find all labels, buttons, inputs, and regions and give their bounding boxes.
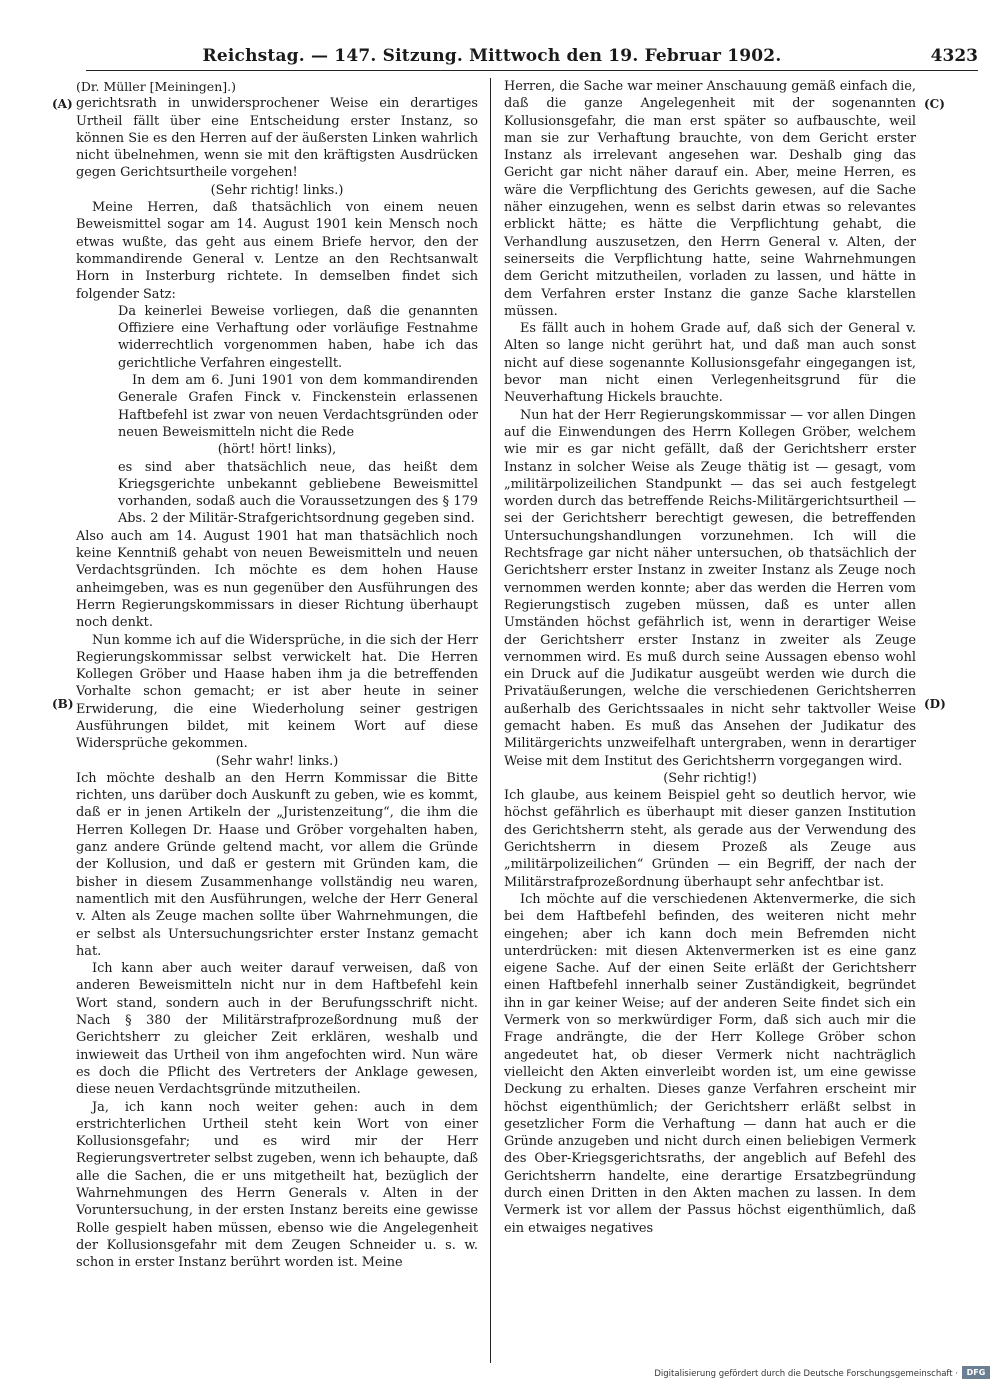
margin-mark-c: (C): [924, 97, 945, 111]
interjection: (Sehr wahr! links.): [215, 753, 339, 769]
column-divider: [490, 78, 491, 1363]
paragraph: gerichtsrath in unwidersprochener Weise ein derartiges Urtheil fällt über eine Entscheidung erster Instanz, so können Sie es den Herren auf der äußersten Linken wahrlich nicht übelnehmen, wenn sie mit den kräftigsten Ausdrücken gegen Gerichtsurtheile vorgehen!: [76, 96, 478, 181]
quotation: es sind aber thatsächlich neue, das heißt dem Kriegsgerichte unbekannt gebliebene Beweismittel vorhanden, sodaß auch die Voraussetzungen des § 179 Abs. 2 der Militär-Strafgerichtsordnung gegeben sind.: [118, 459, 478, 527]
quotation: Da keinerlei Beweise vorliegen, daß die genannten Offiziere eine Verhaftung oder vorläufige Festnahme widerrechtlich vorgenommen haben, habe ich das gerichtliche Verfahren eingestellt.: [118, 303, 478, 371]
right-column: [504, 78, 916, 1237]
quotation: In dem am 6. Juni 1901 von dem kommandirenden Generale Grafen Finck v. Finckenstein erlassenen Haftbefehl ist zwar von neuen Verdachtsgründen oder neuen Beweismitteln nicht die Rede: [118, 373, 478, 440]
paragraph: Meine Herren, daß thatsächlich von einem neuen Beweismittel sogar am 14. August 1901 kein Mensch noch etwas wußte, das geht aus einem Briefe hervor, den der kommandirende General v. Lentze an den Rechtsanwalt Horn in Insterburg richtete. In demselben findet sich folgender Satz:: [76, 200, 478, 302]
paragraph: Ich möchte auf die verschiedenen Aktenvermerke, die sich bei dem Haftbefehl befinden, des weiteren nicht mehr eingehen; aber ich kann doch mein Befremden nicht unterdrücken: mit diesen Aktenvermerken ist es eine ganz eigene Sache. Auf der einen Seite erläßt der Gerichtsherr einen Haftbefehl innerhalb seiner Zuständigkeit, begründet ihn in gar keiner Weise; auf der anderen Seite findet sich ein Vermerk von so merkwürdiger Form, daß sich auch mir die Frage andrängte, die der Herr Kollege Gröber schon angedeutet hat, ob dieser Vermerk nicht nachträglich vielleicht den Akten einverleibt worden ist, um eine gewisse Deckung zu erhalten. Dieses ganze Verfahren erscheint mir höchst eigenthümlich; der Gerichtsherr erläßt selbst in gesetzlicher Form die Verhaftung — dann hat auch er die Gründe anzugeben und nicht durch einen beliebigen Vermerk des Ober-Kriegsgerichtsraths, der angeblich auf Befehl des Gerichtsherrn handelte, eine derartige Ersatzbegründung durch einen Dritten in den Akten machen zu lassen. In dem Vermerk ist vor allem der Passus höchst eigenthümlich, daß ein etwaiges negatives: [504, 891, 916, 1236]
paragraph: Ich möchte deshalb an den Herrn Kommissar die Bitte richten, uns darüber doch Auskunft zu geben, wie es kommt, daß er in jenen Artikeln der „Juristenzeitung“, die ihm die Herren Kollegen Dr. Haase und Gröber vorgehalten haben, ganz andere Gründe geltend macht, vor allem die Gründe der Kollusion, und daß er gestern mit Gründen kam, die bisher in diesem Zusammenhange vollständig neu waren, namentlich mit den Ausführungen, welche der Herr General v. Alten als Zeuge machen sollte über Wahrnehmungen, die er selbst als Untersuchungsrichter erster Instanz gemacht hat.: [76, 770, 478, 959]
dfg-logo: DFG: [962, 1366, 990, 1379]
paragraph: Nun komme ich auf die Widersprüche, in die sich der Herr Regierungskommissar selbst verwickelt hat. Die Herren Kollegen Gröber und Haase haben ihm ja die betreffenden Vorhalte schon gemacht; er ist aber heute in seiner Erwiderung, die eine Wiederholung seiner gestrigen Ausführungen bildet, mit keinem Wort auf diese Widersprüche gekommen.: [76, 632, 478, 752]
margin-mark-d: (D): [924, 697, 946, 711]
paragraph: Ich kann aber auch weiter darauf verweisen, daß von anderen Beweismitteln nicht nur in dem Haftbefehl kein Wort stand, sondern auch in der Berufungsschrift nicht. Nach § 380 der Militärstrafprozeßordnung muß der Gerichtsherr zu gleicher Zeit erklären, weshalb und inwieweit das Urtheil von ihm angefochten wird. Nun wäre es doch die Pflicht des Vertreters der Anklage gewesen, diese neuen Verdachtsgründe mitzutheilen.: [76, 961, 478, 1098]
paragraph: Herren, die Sache war meiner Anschauung gemäß einfach die, daß die ganze Angelegenheit mit der sogenannten Kollusionsgefahr, die man erst später so aufbauschte, weil man sie zur Verhaftung brauchte, von dem Gericht erster Instanz als irrelevant angesehen war. Deshalb ging das Gericht gar nicht näher darauf ein. Aber, meine Herren, es wäre die Verpflichtung des Gerichts gewesen, auf die Sache näher einzugehen, wenn es selbst darin etwas so relevantes erblickt hätte; es hätte die Verpflichtung gehabt, die Verhandlung auszusetzen, den Herrn General v. Alten, der seinerseits die Verpflichtung hatte, seine Wahrnehmungen dem Gericht mitzutheilen, vorladen zu lassen, und hätte in dem Verfahren erster Instanz die ganze Sache klarstellen müssen.: [504, 79, 916, 319]
margin-mark-a: (A): [52, 97, 73, 111]
header-title: Reichstag. — 147. Sitzung. Mittwoch den 19. Februar 1902.: [202, 46, 782, 66]
interjection: (hört! hört! links),: [217, 442, 337, 458]
interjection: (Sehr richtig!): [663, 770, 757, 786]
running-head: (Dr. Müller [Meiningen].): [76, 79, 236, 94]
page-number: 4323: [930, 46, 978, 66]
paragraph: Es fällt auch in hohem Grade auf, daß sich der General v. Alten so lange nicht gerührt hat, und daß man auch sonst nicht auf diese sogenannte Kollusionsgefahr eingegangen ist, bevor man nicht einen Verlegenheitsgrund für die Neuverhaftung Hickels brauchte.: [504, 321, 916, 406]
interjection: (Sehr richtig! links.): [210, 182, 344, 198]
paragraph: Ja, ich kann noch weiter gehen: auch in dem erstrichterlichen Urtheil steht kein Wort von einer Kollusionsgefahr; und es wird mir der Herr Regierungsvertreter selbst zugeben, wenn ich behaupte, daß alle die Sachen, die er uns mitgetheilt hat, bezüglich der Wahrnehmungen des Herrn Generals v. Alten in der Voruntersuchung, in der ersten Instanz bereits eine gewisse Rolle gespielt haben müssen, ebenso wie die Angelegenheit der Kollusionsgefahr mit dem Zeugen Schneider u. s. w. schon in erster Instanz berührt worden ist. Meine: [76, 1099, 478, 1271]
paragraph: Also auch am 14. August 1901 hat man thatsächlich noch keine Kenntniß gehabt von neuen Beweismitteln und neuen Verdachtsgründen. Ich möchte es dem hohen Hause anheimgeben, was es nun gegenüber den Ausführungen des Herrn Regierungskommissars in dieser Richtung überhaupt noch denkt.: [76, 528, 478, 631]
margin-mark-b: (B): [52, 697, 74, 711]
page-header: [86, 46, 978, 68]
paragraph: Nun hat der Herr Regierungskommissar — vor allen Dingen auf die Einwendungen des Herrn Kollegen Gröber, welchem wie mir es gar nicht gefällt, daß der Gerichtsherr erster Instanz in solcher Weise als Zeuge thätig ist — gesagt, vom „militärpolizeilichen Standpunkt — das sei auch festgelegt worden durch das betreffende Reichs-Militärgerichtsurtheil — sei der Gerichtsherr berechtigt gewesen, die betreffenden Untersuchungshandlungen vorzunehmen. Ich will die Rechtsfrage gar nicht näher untersuchen, ob thatsächlich der Gerichtsherr erster Instanz in zweiter Instanz als Zeuge noch vernommen werden konnte; aber das werden die Herren vom Regierungstisch zugeben müssen, daß es unter allen Umständen höchst gefährlich ist, wenn in derartiger Weise der Gerichtsherr erster Instanz in zweiter als Zeuge vernommen wird. Es muß durch seine Aussagen ebenso wohl ein Druck auf die Judikatur ausgeübt werden wie durch die Privatäußerungen, welche die verschiedenen Gerichtsherren außerhalb des Gerichtssaales in nicht sehr taktvoller Weise gemacht haben. Es muß das Ansehen der Judikatur des Militärgerichts unzweifelhaft untergraben, wenn in derartiger Weise mit dem Institut des Gerichtsherrn vorgegangen wird.: [504, 407, 916, 769]
left-column: [76, 78, 478, 1271]
digitization-credit: Digitalisierung gefördert durch die Deutsche Forschungsgemeinschaft ·: [654, 1369, 958, 1379]
header-rule: [86, 70, 978, 71]
paragraph: Ich glaube, aus keinem Beispiel geht so deutlich hervor, wie höchst gefährlich es überhaupt mit dieser ganzen Institution des Gerichtsherrn steht, als gerade aus der Verwendung des Gerichtsherrn in diesem Prozeß als Zeuge aus „militärpolizeilichen“ Gründen — ein Begriff, der nach der Militärstrafprozeßordnung überhaupt sehr anfechtbar ist.: [504, 788, 916, 890]
